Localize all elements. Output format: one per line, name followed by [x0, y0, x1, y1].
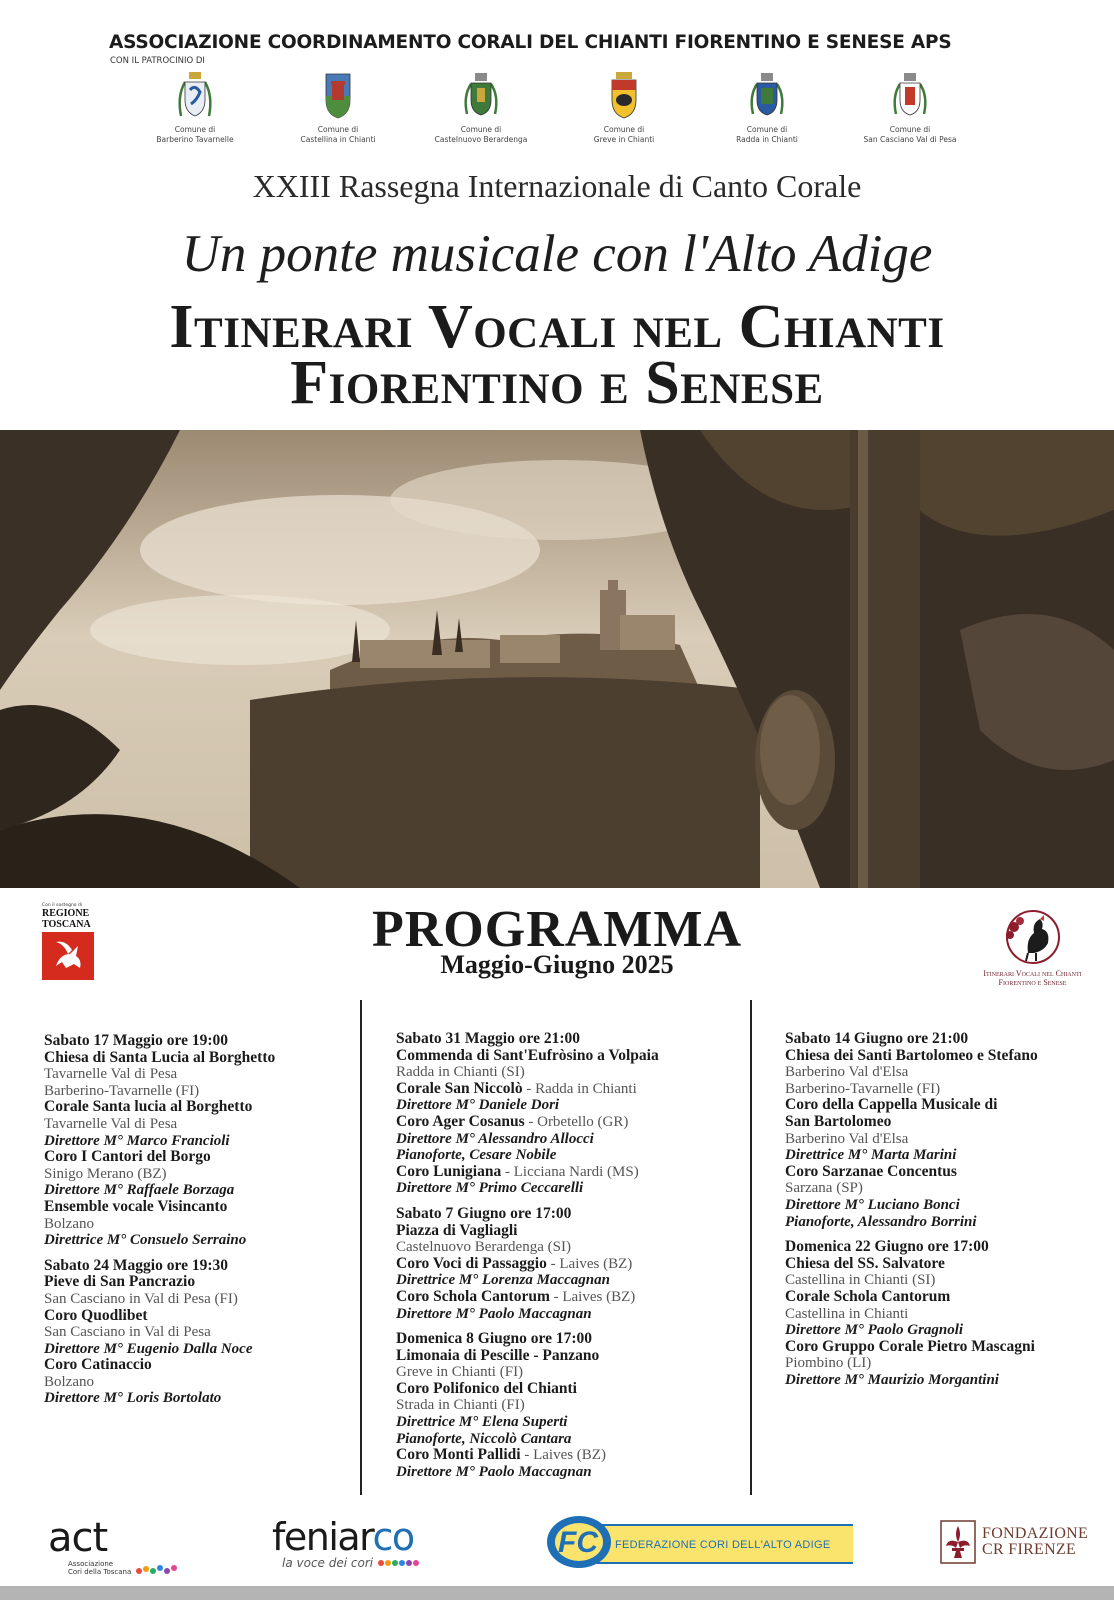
concert-venue: Chiesa di Santa Lucia al Borghetto: [44, 1048, 276, 1066]
comune-label: Comune di Castellina in Chianti: [300, 125, 376, 144]
fondazione-name-line2: CR FIRENZE: [982, 1541, 1077, 1558]
director-name: Pianoforte, Cesare Nobile: [396, 1147, 557, 1164]
federazione-name: FEDERAZIONE CORI DELL'ALTO ADIGE: [615, 1539, 831, 1551]
director-name: Direttore M° Loris Bortolato: [44, 1390, 222, 1407]
comune-castelnuovo: [416, 70, 546, 145]
choir-name: Coro Lunigiana - Licciana Nardi (MS): [396, 1162, 639, 1180]
barberino-crest-icon: [175, 70, 215, 122]
choir-origin: Orbetello (GR): [537, 1113, 629, 1130]
comune-greve: [559, 70, 689, 145]
svg-text:FC: FC: [558, 1526, 598, 1559]
director-name: Pianoforte, Alessandro Borrini: [785, 1213, 977, 1230]
comune-label: Comune di San Casciano Val di Pesa: [863, 125, 957, 144]
location-text: San Casciano in Val di Pesa: [44, 1324, 211, 1341]
federazione-logo: [545, 1508, 865, 1578]
act-wordmark: act: [48, 1515, 108, 1561]
act-subtitle: Associazione Cori della Toscana: [68, 1560, 132, 1576]
location-text: Tavarnelle Val di Pesa: [44, 1066, 178, 1083]
director-name: Direttore M° Raffaele Borzaga: [44, 1182, 235, 1199]
comune-label: Comune di Barberino Tavarnelle: [156, 125, 234, 144]
feniarco-wordmark-accent: co: [372, 1515, 414, 1559]
concert-venue: Commenda di Sant'Eufròsino a Volpaia: [396, 1046, 659, 1064]
location-text: Piombino (LI): [785, 1355, 872, 1372]
feniarco-wordmark: feniar: [272, 1515, 373, 1559]
location-text: Barberino Val d'Elsa: [785, 1064, 909, 1081]
location-text: Barberino-Tavarnelle (FI): [785, 1080, 941, 1097]
concert-event: [396, 1031, 741, 1197]
radda-crest-icon: [747, 70, 787, 122]
festival-logo: [975, 905, 1090, 987]
concert-venue: Pieve di San Pancrazio: [44, 1273, 196, 1291]
choir-name: Corale Schola Cantorum: [785, 1287, 951, 1305]
footer-bar: [0, 1586, 1114, 1600]
location-text: Castellina in Chianti (SI): [785, 1272, 936, 1289]
choir-name: Coro Quodlibet: [44, 1306, 148, 1324]
concert-event: [396, 1206, 741, 1322]
concert-date: Sabato 14 Giugno ore 21:00: [785, 1030, 969, 1047]
concert-date: Sabato 24 Maggio ore 19:30: [44, 1256, 228, 1274]
comune-barberino: [130, 70, 260, 145]
concert-date: Sabato 7 Giugno ore 17:00: [396, 1204, 572, 1222]
choir-name: Coro Gruppo Corale Pietro Mascagni: [785, 1337, 1035, 1355]
location-text: Sarzana (SP): [785, 1180, 863, 1197]
feniarco-logo: [272, 1515, 423, 1570]
concert-venue: Piazza di Vagliagli: [396, 1221, 518, 1239]
programme-column-3: [785, 1031, 1085, 1397]
location-text: Castelnuovo Berardenga (SI): [396, 1239, 571, 1256]
act-logo: [48, 1515, 179, 1576]
comune-label: Comune di Radda in Chianti: [736, 125, 798, 144]
concert-event: [44, 1033, 344, 1249]
choir-name-text: Coro Monti Pallidi: [396, 1446, 521, 1464]
choir-origin: Licciana Nardi (MS): [513, 1163, 639, 1180]
colored-dots-icon: [135, 1562, 179, 1576]
director-name: Direttrice M° Lorenza Maccagnan: [396, 1272, 610, 1289]
choir-name: Coro Catinaccio: [44, 1356, 152, 1374]
director-name: Direttrice M° Elena Superti: [396, 1414, 568, 1431]
colored-dots-icon: [377, 1557, 423, 1569]
location-text: Radda in Chianti (SI): [396, 1064, 525, 1081]
concert-event: [44, 1258, 344, 1407]
choir-name: Ensemble vocale Visincanto: [44, 1197, 228, 1215]
concert-venue: Chiesa del SS. Salvatore: [785, 1254, 945, 1272]
choir-origin: Radda in Chianti: [535, 1080, 637, 1097]
fc-emblem-icon: [545, 1514, 615, 1570]
column-divider: [750, 1000, 752, 1495]
choir-name-text: Coro Lunigiana: [396, 1162, 502, 1180]
choir-name: Coro Monti Pallidi - Laives (BZ): [396, 1446, 606, 1464]
director-name: Direttore M° Eugenio Dalla Noce: [44, 1340, 253, 1357]
castellina-crest-icon: [318, 70, 358, 122]
location-text: Castellina in Chianti: [785, 1305, 909, 1322]
programme-title: PROGRAMMA: [371, 901, 743, 958]
comune-san-casciano: [845, 70, 975, 145]
festival-logo-line1: Itinerari Vocali nel Chianti: [983, 969, 1082, 978]
programme-period: Maggio-Giugno 2025: [440, 950, 674, 979]
concert-date: Sabato 17 Maggio ore 19:00: [44, 1032, 228, 1049]
concert-venue: Limonaia di Pescille - Panzano: [396, 1346, 600, 1364]
patronage-label: CON IL PATROCINIO DI: [110, 56, 205, 66]
choir-origin: Laives (BZ): [559, 1255, 633, 1272]
programme-column-2: [396, 1031, 741, 1489]
fleur-de-lis-icon: [940, 1520, 976, 1564]
festival-title-line2: Fiorentino e Senese: [290, 349, 824, 417]
comune-label: Comune di Castelnuovo Berardenga: [434, 125, 528, 144]
concert-event: [785, 1031, 1085, 1230]
column-divider: [360, 1000, 362, 1495]
festival-edition: XXIII Rassegna Internazionale di Canto Corale: [252, 168, 862, 204]
comune-label: Comune di Greve in Chianti: [593, 125, 655, 144]
concert-date: Domenica 22 Giugno ore 17:00: [785, 1238, 989, 1256]
choir-name: Coro Polifonico del Chianti: [396, 1379, 577, 1397]
director-name: Direttrice M° Marta Marini: [785, 1147, 957, 1164]
location-text: Barberino-Tavarnelle (FI): [44, 1082, 200, 1099]
concert-event: [785, 1239, 1085, 1388]
choir-name-text: Corale San Niccolò: [396, 1079, 523, 1097]
choir-name: Coro della Cappella Musicale di: [785, 1096, 998, 1114]
choir-name: Corale Santa lucia al Borghetto: [44, 1098, 253, 1116]
director-name: Direttore M° Paolo Gragnoli: [785, 1322, 964, 1339]
director-name: Direttore M° Primo Ceccarelli: [396, 1180, 584, 1197]
regione-support-label: Con il sostegno di: [42, 903, 83, 908]
municipality-crests: [150, 70, 1000, 154]
rooster-icon: [998, 905, 1068, 969]
fondazione-name-line1: FONDAZIONE: [982, 1525, 1089, 1542]
director-name: Direttore M° Paolo Maccagnan: [396, 1305, 592, 1322]
castelnuovo-crest-icon: [461, 70, 501, 122]
choir-name-text: Coro Ager Cosanus: [396, 1112, 525, 1130]
choir-origin: Laives (BZ): [562, 1288, 636, 1305]
choir-name: Coro Voci di Passaggio - Laives (BZ): [396, 1254, 633, 1272]
association-name: ASSOCIAZIONE COORDINAMENTO CORALI DEL CHIANTI FIORENTINO E SENESE APS: [109, 32, 952, 53]
location-text: Sinigo Merano (BZ): [44, 1165, 167, 1182]
director-name: Direttore M° Marco Francioli: [44, 1132, 230, 1149]
concert-date: Domenica 8 Giugno ore 17:00: [396, 1330, 593, 1348]
choir-name: Coro Sarzanae Concentus: [785, 1162, 957, 1180]
director-name: Direttore M° Luciano Bonci: [785, 1196, 960, 1213]
director-name: Direttore M° Paolo Maccagnan: [396, 1463, 592, 1480]
location-text: Tavarnelle Val di Pesa: [44, 1115, 178, 1132]
concert-date: Sabato 31 Maggio ore 21:00: [396, 1030, 580, 1047]
choir-name-text: Coro Voci di Passaggio: [396, 1254, 547, 1272]
san-casciano-crest-icon: [890, 70, 930, 122]
vineyard-photo: [0, 430, 1114, 888]
choir-origin: Laives (BZ): [533, 1447, 606, 1464]
location-text: San Casciano in Val di Pesa (FI): [44, 1290, 238, 1307]
director-name: Direttore M° Daniele Dori: [396, 1097, 560, 1114]
location-text: Barberino Val d'Elsa: [785, 1130, 909, 1147]
fondazione-cr-firenze-logo: [940, 1520, 1088, 1564]
location-text: Bolzano: [44, 1215, 94, 1232]
director-name: Direttore M° Alessandro Allocci: [396, 1130, 594, 1147]
festival-logo-line2: Fiorentino e Senese: [998, 978, 1067, 987]
concert-venue: Chiesa dei Santi Bartolomeo e Stefano: [785, 1046, 1038, 1064]
greve-crest-icon: [604, 70, 644, 122]
comune-radda: [702, 70, 832, 145]
choir-name: San Bartolomeo: [785, 1112, 892, 1130]
comune-castellina: [273, 70, 403, 145]
regione-name-line1: REGIONE: [42, 908, 90, 919]
sponsor-logos: [0, 1508, 1114, 1580]
programme-column-1: [44, 1033, 344, 1416]
choir-name: Corale San Niccolò - Radda in Chianti: [396, 1079, 637, 1097]
choir-name: Coro Schola Cantorum - Laives (BZ): [396, 1287, 636, 1305]
location-text: Bolzano: [44, 1373, 94, 1390]
regione-name-line2: TOSCANA: [42, 919, 91, 930]
choir-name: Coro I Cantori del Borgo: [44, 1148, 211, 1166]
director-name: Direttore M° Maurizio Morgantini: [785, 1371, 999, 1388]
festival-title-line1: Itinerari Vocali nel Chianti: [169, 293, 945, 361]
concert-event: [396, 1331, 741, 1480]
director-name: Pianoforte, Niccolò Cantara: [396, 1430, 572, 1447]
choir-name: Coro Ager Cosanus - Orbetello (GR): [396, 1112, 629, 1130]
choir-name-text: Coro Schola Cantorum: [396, 1287, 550, 1305]
director-name: Direttrice M° Consuelo Serraino: [44, 1232, 247, 1249]
festival-subtitle: Un ponte musicale con l'Alto Adige: [181, 225, 933, 283]
feniarco-tagline: la voce dei cori: [282, 1556, 374, 1570]
location-text: Strada in Chianti (FI): [396, 1397, 525, 1414]
location-text: Greve in Chianti (FI): [396, 1364, 524, 1381]
